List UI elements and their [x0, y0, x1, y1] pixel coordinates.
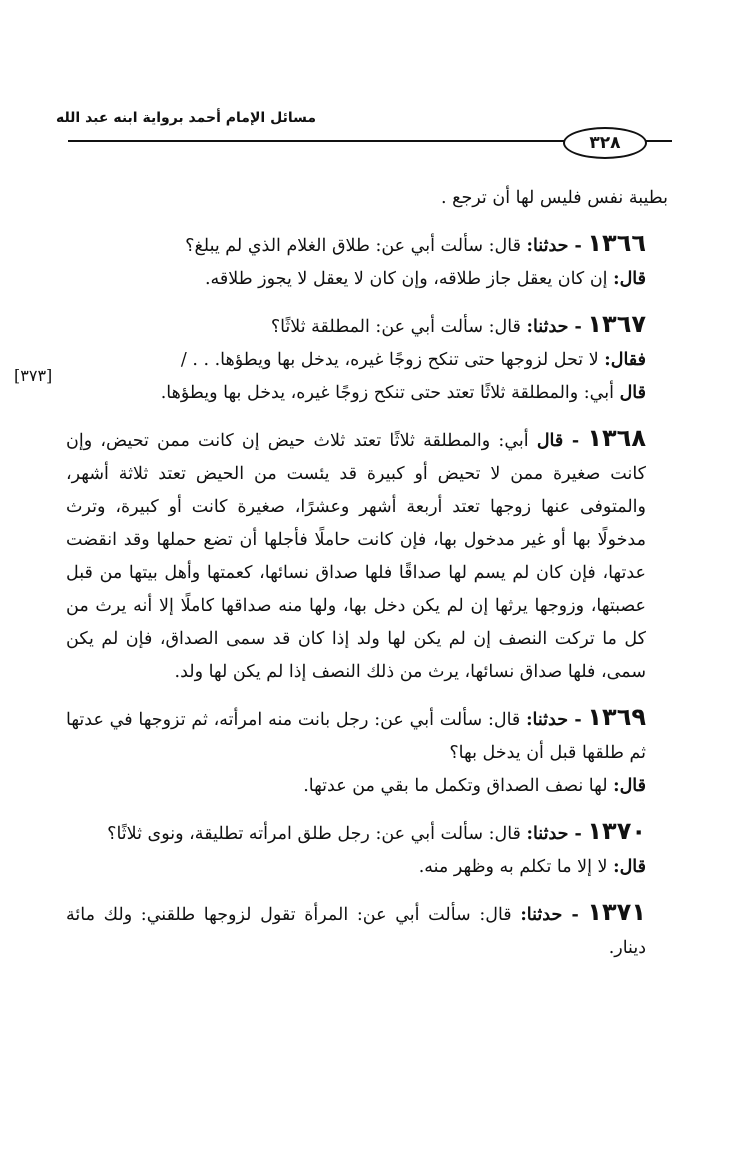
entry-number: ١٣٧٠ — [587, 817, 646, 845]
continued-paragraph: بطيبة نفس فليس لها أن ترجع . — [441, 188, 668, 208]
entry-1366-answer: قال: إن كان يعقل جاز طلاقه، وإن كان لا يعقل لا يجوز طلاقه. — [204, 269, 646, 289]
entry-1366-question — [66, 227, 668, 263]
entry-number: ١٣٦٨ — [587, 424, 646, 452]
entry-1371-question: ١٣٧١ - حدثنا: قال: سألت أبي عن: المرأة تقول لزوجها طلقني: ولك مائة دينار. — [66, 898, 646, 958]
entry-1367-question: ١٣٦٧ - حدثنا: قال: سألت أبي عن: المطلقة ثلاثًا؟ — [270, 310, 646, 338]
entry-number: ١٣٧١ — [587, 898, 646, 926]
entry-number: ١٣٦٩ — [587, 703, 646, 731]
entry-lead: - حدثنا: — [526, 236, 582, 256]
entry-1370-answer: قال: لا إلا ما تكلم به وظهر منه. — [418, 857, 646, 877]
entry-number: ١٣٦٦ — [587, 229, 646, 257]
body-text — [66, 182, 668, 977]
entry-number: ١٣٦٧ — [587, 310, 646, 338]
page-number-badge — [563, 127, 647, 159]
entry-1367-father-saying: قال أبي: والمطلقة ثلاثًا تعتد حتى تنكح زوجًا غيره، يدخل بها ويطؤها. — [160, 383, 646, 403]
entry-1370-question: ١٣٧٠ - حدثنا: قال: سألت أبي عن: رجل طلق امرأته تطليقة، ونوى ثلاثًا؟ — [107, 817, 646, 845]
entry-question: قال: سألت أبي عن: طلاق الغلام الذي لم يبلغ؟ — [185, 236, 521, 256]
entry-1369-question: ١٣٦٩ - حدثنا: قال: سألت أبي عن: رجل بانت منه امرأته، ثم تزوجها في عدتها ثم طلقها قبل أن يدخل بها؟ — [66, 703, 646, 763]
entry-1368: ١٣٦٨ - قال أبي: والمطلقة ثلاثًا تعتد ثلاث حيض إن كانت ممن تحيض، وإن كانت صغيرة ممن لا تحيض أو كبيرة قد يئست من الحيض تعتد ثلاثة أشهر، والمتوفى عنها زوجها تعتد أربعة أشهر وعشرًا، صغيرة كانت أو كبيرة، وترث مدخولًا بها أو غير مدخول بها، فإن كانت حاملًا فأجلها أن تضع حملها وقد انقضت عدتها، فإن كان لم يسم لها صداقًا فلها صداق نسائها، كعمتها وأهل بيتها من قبل عصبتها، وزوجها يرثها إن لم يكن دخل بها، ولها منه صداقها كاملًا إلا أنه يرث من كل ما تركت النصف إن لم يكن لها ولد إذا كان قد سمى الصداق، فإن لم يكن سمى، فلها صداق نسائها، يرث من ذلك النصف إذا لم يكن لها ولد. — [66, 424, 646, 682]
running-header-title: مسائل الإمام أحمد برواية ابنه عبد الله — [55, 110, 316, 126]
entry-1369-answer: قال: لها نصف الصداق وتكمل ما بقي من عدتها. — [303, 776, 646, 796]
entry-1367-answer: فقال: لا تحل لزوجها حتى تنكح زوجًا غيره، يدخل بها ويطؤها. . . / — [180, 350, 646, 370]
margin-page-marker: [٣٧٣] — [14, 366, 53, 385]
page-number: ٣٢٨ — [589, 133, 621, 153]
